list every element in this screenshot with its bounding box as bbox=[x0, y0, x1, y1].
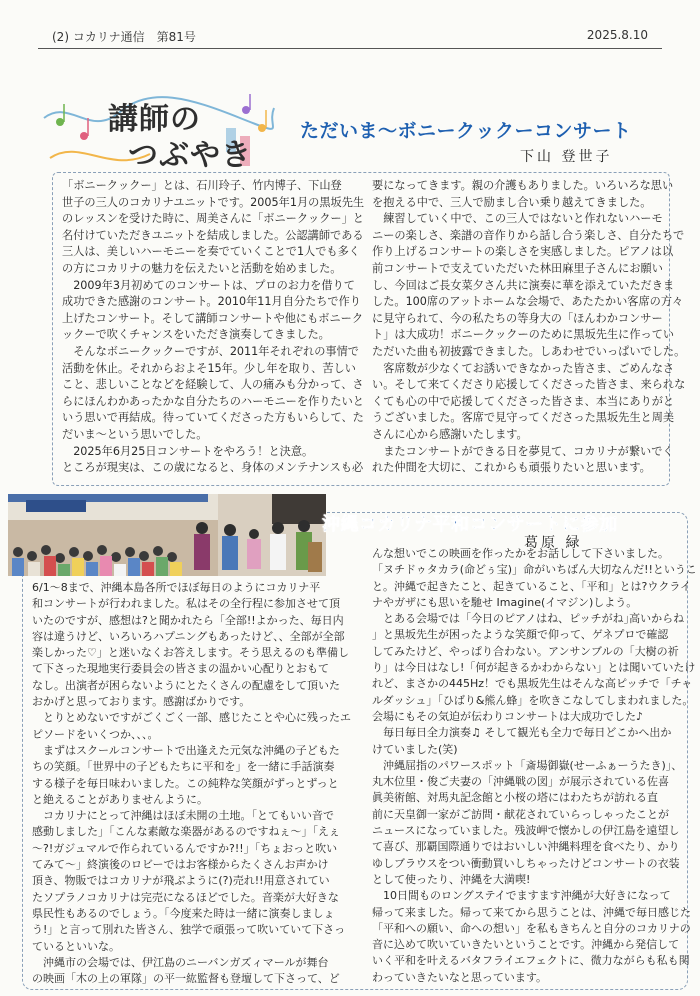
text-line: 上げたコンサート。そして講師コンサートや他にもボニーク bbox=[62, 311, 364, 325]
text-line: い。そして来てくださり応援してくださった皆さま、来られな bbox=[372, 378, 686, 392]
text-line: 活動を休止。それからおよそ15年。少し年を取り、苦しい bbox=[62, 361, 356, 375]
issue-date: 2025.8.10 bbox=[586, 28, 648, 42]
text-line: いく平和を叶えるバタフライエフェクトに、微力ながらも私も関 bbox=[372, 954, 690, 968]
text-line: わっていきたいなと思っています。 bbox=[372, 970, 548, 984]
text-line: けていました(笑) bbox=[372, 742, 458, 756]
text-line: なし。出演者が困らないようにとたくさんの配慮をして頂いた bbox=[32, 678, 340, 692]
text-line: を抱える中で、三人で励まし合い乗り越えてきました。 bbox=[372, 195, 652, 209]
text-line: の方にコカリナの魅力を伝えたいと活動を始めました。 bbox=[62, 261, 342, 275]
text-line: 頂き、物販ではコカリナが飛ぶように(?)売れ!!用意されてい bbox=[32, 874, 330, 888]
text-line: ニーの楽しさ、楽譜の音作りから話し合う楽しさ、自分たちで bbox=[372, 228, 685, 242]
text-line: 10日間ものロングステイでますます沖縄が大好きになって bbox=[372, 889, 671, 903]
text-line: 」と黒坂先生が困ったような笑顔で仰って、ゲネプロで確認 bbox=[372, 628, 669, 642]
text-line: に見守られて、今の私たちの等身大の「ほんわかコンサー bbox=[372, 311, 663, 325]
text-line: ただいた曲も初披露できました。しあわせでいっぱいでした。 bbox=[372, 344, 686, 358]
text-line: 会場にもその気迫が伝わりコンサートは大成功でした♪ bbox=[372, 709, 644, 723]
text-line: こと、悲しいことなどを経験して、人の痛みも分かって、さ bbox=[62, 378, 364, 392]
text-line: だいま～という思いでした。 bbox=[62, 427, 208, 441]
okinawa-text-left bbox=[32, 580, 351, 987]
lecturer-column-logo bbox=[40, 88, 276, 180]
text-line: とりとめないですがごくごく一部、感じたことや心に残ったエ bbox=[32, 711, 351, 725]
text-line: り」は今日はなし!「何が起きるかわからない」とは聞いていたけ bbox=[372, 661, 696, 675]
text-line: 和コンサートが行われました。私はその全行程に参加させて頂 bbox=[32, 597, 340, 611]
text-line: ゆしブラウスをつい衝動買いしちゃったけどコンサートの衣装 bbox=[372, 856, 680, 870]
text-line: 練習していく中で、この三人ではないと作れないハーモ bbox=[372, 212, 663, 226]
text-line: う!」と言って別れた皆さん、独学で頑張って吹いていて下さっ bbox=[32, 923, 346, 937]
text-line: 感動しました」「こんな素敵な楽器があるのですねぇ～」「えぇ bbox=[32, 825, 340, 839]
text-line: さんに心から感謝いたします。 bbox=[372, 427, 528, 441]
article-text-left bbox=[62, 178, 364, 477]
text-line: ているといいな。 bbox=[32, 939, 120, 953]
text-line: 作り上げるコンサートの楽しさを実感しました。ピアノは以 bbox=[372, 245, 674, 259]
concert-photo bbox=[8, 494, 326, 576]
text-line: て下さった現地実行委員会の皆さまの温かい心配りとおもて bbox=[32, 662, 329, 676]
text-line: ニュースになっていました。残波岬で懐かしの伊江島を遠望し bbox=[372, 824, 680, 838]
text-line: そんなボニークックーですが、2011年それぞれの事情で bbox=[62, 344, 359, 358]
text-line: と。沖縄で起きたこと、起きていること、「平和」とは?ウクライ bbox=[372, 579, 692, 593]
text-line: いたのですが、感想は?と聞かれたら「全部!!よかった、毎日内 bbox=[32, 613, 344, 627]
text-line: いう思いで再結成。待っていてくださった方もいらして、た bbox=[62, 411, 364, 425]
text-line: んな想いでこの映画を作ったかをお話しして下さいました。 bbox=[372, 547, 669, 560]
text-line: またコンサートができる日を夢見て、コカリナが繋いでく bbox=[372, 444, 674, 458]
text-line: ピソードをいくつか、、、。 bbox=[32, 727, 159, 741]
text-line: 容は違うけど、いろいろハプニングもあったけど、、全部が全部 bbox=[32, 629, 345, 643]
text-line: 三人は、美しいハーモニーを奏でていくことで1人でも多く bbox=[62, 245, 360, 259]
text-line: のレッスンを受けた時に、周美さんに「ボニークックー」と bbox=[62, 212, 364, 226]
article-text-right bbox=[372, 178, 685, 477]
text-line: 沖縄市の会場では、伊江島のニーバンガズィマールが舞台 bbox=[32, 955, 329, 969]
text-line: し、今回はご長女菜夕さん共に演奏に華を添えていただきま bbox=[372, 278, 675, 292]
logo-line-1: 講師の bbox=[108, 102, 201, 137]
text-line: 「ヌチドゥタカラ(命どぅ宝)」命がいちばん大切なんだ!!というこ bbox=[372, 563, 697, 577]
text-line: 名付けていただきユニットを結成しました。公認講師である bbox=[62, 228, 364, 242]
text-line: ト」は大成功！ボニークックーのために黒坂先生に作ってい bbox=[372, 328, 675, 342]
text-line: 音に込めて吹いていきたいということです。沖縄から発信して bbox=[372, 938, 680, 952]
article-author-okinawa: 葛原 緑 bbox=[524, 535, 583, 551]
text-line: てみて～」終演後のロビーではお客様からたくさんお声かけ bbox=[32, 858, 329, 872]
text-line: と絶えることがありませんように。 bbox=[32, 792, 208, 806]
text-line: れど、まさかの445Hz！でも黒坂先生はそんな高ピッチで「チャ bbox=[372, 677, 693, 691]
article-title-okinawa: 沖縄コカリナ平和コンサートに参加 bbox=[322, 514, 618, 535]
text-line: 前コンサートで支えていただいた林田麻里子さんにお願い bbox=[372, 261, 663, 275]
text-line: ナやガザにも思いを馳せ Imagine(イマジン)しよう。 bbox=[372, 595, 638, 609]
text-line: してみたけど、やっぱり合わない。アンサンブルの「大樹の祈 bbox=[372, 644, 679, 658]
issue-label: (2) コカリナ通信 第81号 bbox=[52, 30, 196, 44]
text-line: うございました。客席で見守ってくださった黒坂先生と周美 bbox=[372, 411, 675, 425]
text-line: ルダッシュ」「ひばり&熊ん蜂」を吹きこなしてしまわれました。 bbox=[372, 693, 694, 707]
text-line: の映画「木の上の軍隊」の平一紘監督も登壇して下さって、ど bbox=[32, 972, 340, 986]
text-line: 「平和への願い、命への想い」を私もきちんと自分のコカリナの bbox=[372, 921, 691, 935]
text-line: 「ボニークックー」とは、石川玲子、竹内博子、下山登 bbox=[62, 179, 342, 192]
text-line: 成功できた感謝のコンサート。2010年11月自分たちで作り bbox=[62, 295, 361, 309]
header-rule bbox=[38, 48, 662, 49]
text-line: 県民性もあるのでしょう。「今度来た時は一緒に演奏しましょ bbox=[32, 906, 335, 920]
text-line: 客席数が少なくてお誘いできなかった皆さま、ごめんなさ bbox=[372, 361, 675, 375]
text-line: 沖縄屈指のパワースポット「斎場御嶽(せーふぁーうたき)」、 bbox=[372, 758, 683, 772]
text-line: たソプラノコカリナは完売になるほどでした。音楽が大好きな bbox=[32, 890, 339, 904]
text-line: おかげと思っております。感謝ばかりです。 bbox=[32, 695, 251, 709]
text-line: 帰って来ました。帰って来てから思うことは、沖縄で毎日感じた bbox=[372, 905, 691, 919]
text-line: まずはスクールコンサートで出逢えた元気な沖縄の子どもた bbox=[32, 743, 340, 757]
text-line: として使ったり、沖縄を大満喫! bbox=[372, 872, 531, 886]
text-line: 6/1～8まで、沖縄本島各所でほぼ毎日のようにコカリナ平 bbox=[32, 581, 321, 594]
text-line: ところが現実は、この歳になると、身体のメンテナンスも必 bbox=[62, 461, 364, 475]
text-line: 要になってきます。親の介護もありました。いろいろな思い bbox=[372, 179, 674, 192]
text-line: 世子の三人のコカリナユニットです。2005年1月の黒坂先生 bbox=[62, 195, 365, 209]
text-line: くても心の中で応援してくださった皆さま、本当にありがと bbox=[372, 394, 675, 408]
text-line: ～?!ガジュマルで作られているんですか?!!」「ちょおっと吹い bbox=[32, 841, 338, 855]
text-line: 2025年6月25日コンサートをやろう！と決意。 bbox=[62, 444, 314, 458]
text-line: 眞美術館、対馬丸記念館と小桜の塔にはわたちが訪れる直 bbox=[372, 791, 658, 805]
text-line: 2009年3月初めてのコンサートは、プロのお力を借りて bbox=[62, 278, 355, 292]
article-author: 下山 登世子 bbox=[520, 149, 613, 165]
text-line: コカリナにとって沖縄はほぼ未開の土地。「とてもいい音で bbox=[32, 809, 335, 823]
text-line: 毎日毎日全力演奏♫ そして観光も全力で毎日どこかへ出か bbox=[372, 726, 672, 740]
text-line: とある会場では「今日のピアノはね、ピッチがね｣高いからね bbox=[372, 612, 685, 626]
text-line: れた仲間を大切に、これからも頑張りたいと思います。 bbox=[372, 461, 651, 475]
text-line: て喜び、那覇国際通りではおいしい沖縄料理を食べたり、かり bbox=[372, 840, 680, 854]
okinawa-text-right bbox=[372, 546, 697, 986]
text-line: 楽しかった♡」と迷いなくお答えします。そう思えるのも準備し bbox=[32, 646, 349, 660]
logo-line-2: つぶやき bbox=[128, 138, 252, 173]
text-line: ックーで吹くチャンスをいただき演奏してきました。 bbox=[62, 328, 330, 342]
text-line: 前に天皇御一家がご訪問・献花されていらっしゃったことが bbox=[372, 807, 669, 821]
text-line: する様子を毎日味わいました。この純粋な笑顔がずっとずっと bbox=[32, 776, 339, 790]
text-line: した。100席のアットホームな会場で、あたたかい客席の方々 bbox=[372, 295, 684, 309]
text-line: 丸木位里・俊ご夫妻の「沖縄戦の図」が展示されている佐喜 bbox=[372, 775, 669, 789]
text-line: らにほんわかあったかな自分たちのハーモニーを作りたいと bbox=[62, 394, 364, 408]
article-title: ただいま～ボニークックーコンサート bbox=[300, 120, 632, 142]
text-line: ちの笑顔。「世界中の子どもたちに平和を」を一緒に手話演奏 bbox=[32, 760, 335, 774]
